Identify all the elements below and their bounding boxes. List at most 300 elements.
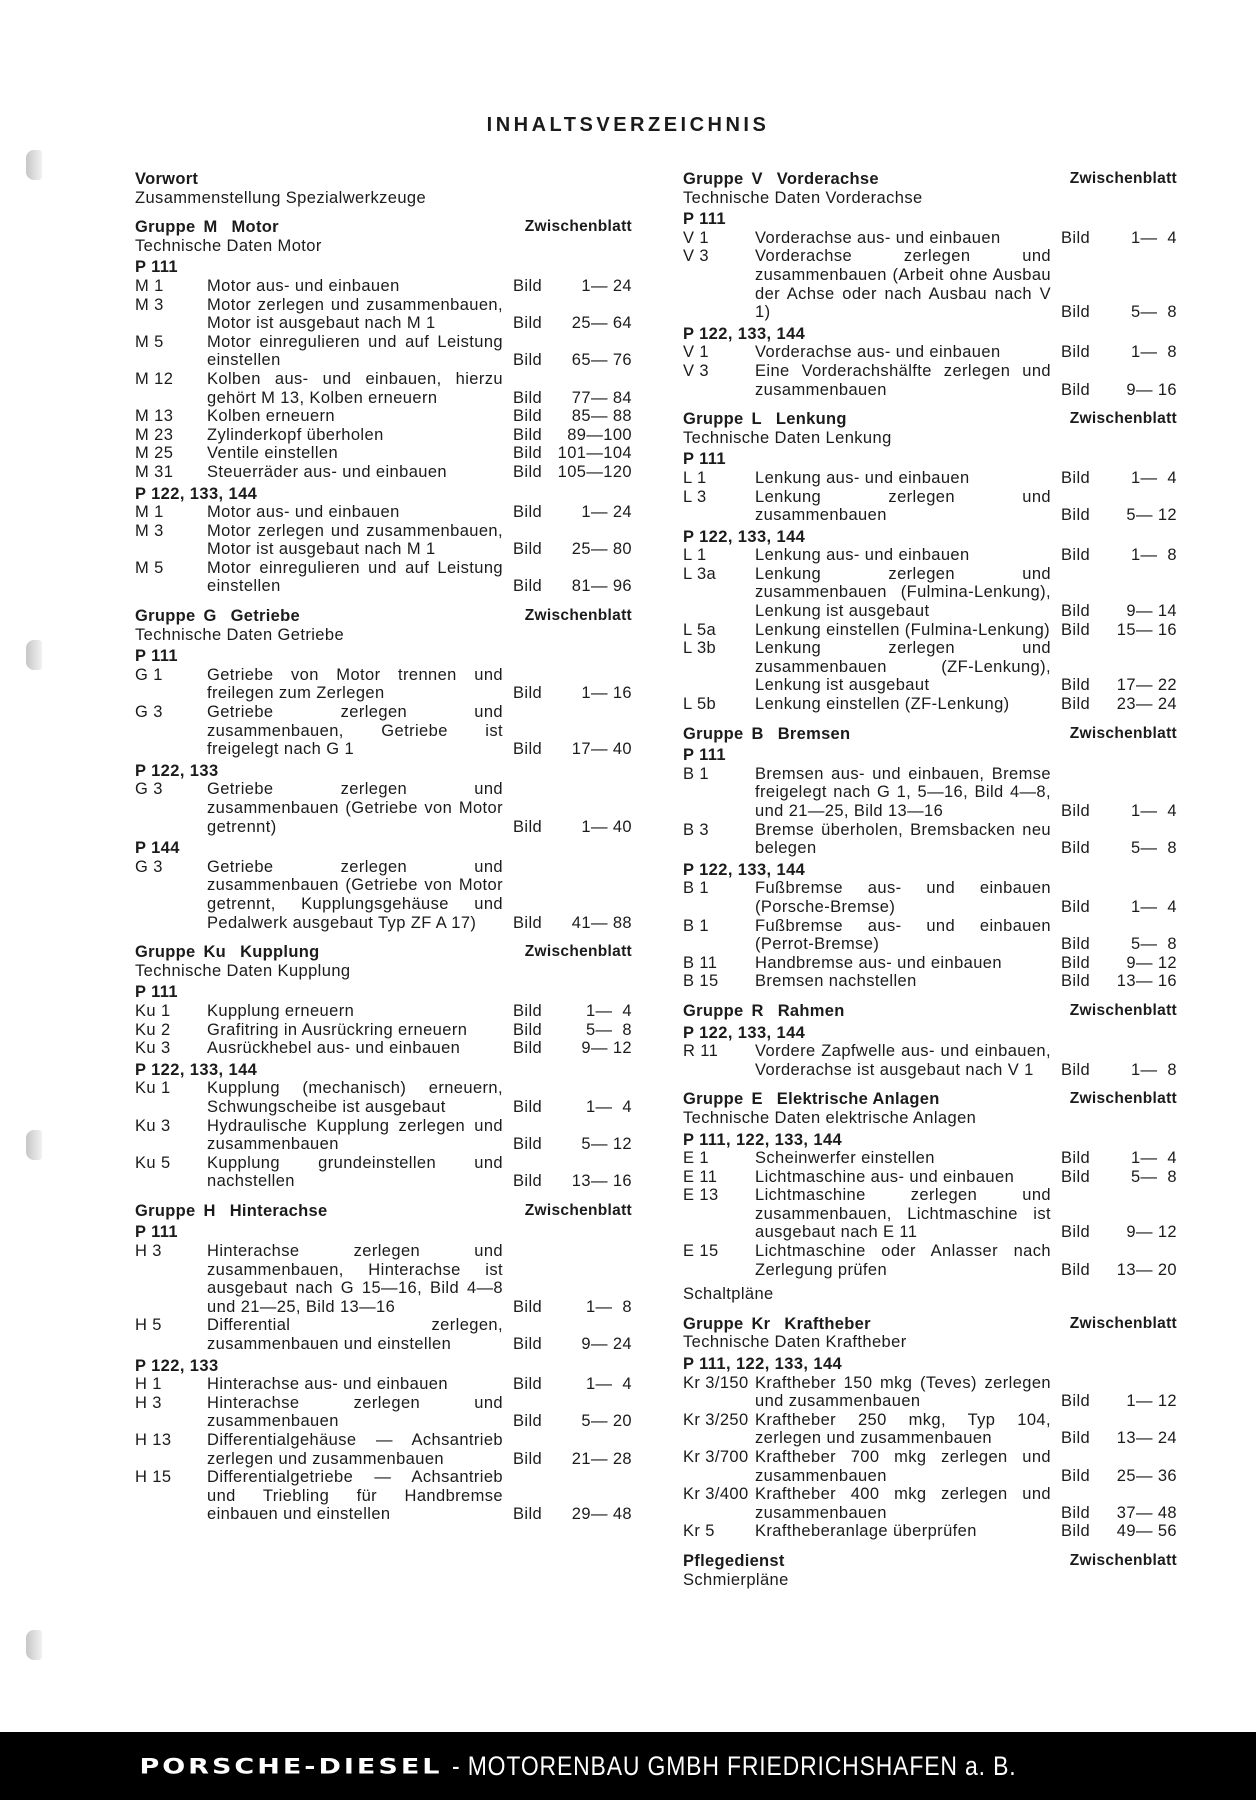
entry-title: Kupplung grundeinstellen und nachstellen: [207, 1153, 503, 1191]
bild-label: Bild: [1061, 506, 1091, 525]
bild-label: Bild: [513, 740, 543, 759]
toc-entry: [135, 370, 632, 407]
section-heading: [683, 410, 1177, 429]
figure-range: 1— 12: [1121, 1392, 1177, 1411]
toc-entry: [135, 1079, 632, 1116]
toc-section: [683, 1552, 1177, 1589]
bild-label: Bild: [513, 1505, 543, 1524]
entry-code: Ku 5: [135, 1153, 171, 1172]
entry-code: Kr 3/250: [683, 1410, 749, 1429]
entry-title: Scheinwerfer einstellen: [755, 1149, 935, 1168]
model-heading: P 122, 133, 144: [683, 1023, 806, 1042]
toc-entry: [683, 1042, 1177, 1079]
bild-label: Bild: [1061, 1223, 1091, 1242]
zwischenblatt-label: Zwischenblatt: [1069, 1314, 1177, 1332]
model-heading: P 122, 133, 144: [135, 1060, 258, 1079]
entry-title: Motor aus- und einbauen: [207, 276, 400, 295]
toc-entry: [683, 917, 1177, 954]
bild-label: Bild: [1061, 1503, 1091, 1522]
figure-range: 9— 14: [1121, 602, 1177, 621]
entry-title: Fußbremse aus- und einbauen (Porsche-Bremse): [755, 879, 1051, 916]
section-heading: [683, 1315, 1177, 1334]
entry-code: M 1: [135, 503, 164, 522]
bild-label: Bild: [1061, 468, 1091, 487]
section-title: [683, 1315, 871, 1334]
toc-entry: [135, 666, 632, 703]
entry-code: L 3a: [683, 564, 717, 583]
bild-label: Bild: [513, 913, 543, 932]
toc-entry: [683, 695, 1177, 714]
technical-data-line: Technische Daten Motor: [135, 236, 322, 255]
entry-title: Bremse überholen, Bremsbacken neu belegen: [755, 820, 1051, 858]
toc-entry: [135, 522, 632, 559]
toc-entry: [683, 565, 1177, 621]
entry-code: M 13: [135, 407, 174, 426]
toc-entry: [135, 780, 632, 836]
group-prefix: Gruppe: [683, 724, 744, 743]
zwischenblatt-label: Zwischenblatt: [1069, 1551, 1177, 1569]
zwischenblatt-label: Zwischenblatt: [524, 218, 632, 236]
zwischenblatt-label: Zwischenblatt: [524, 1201, 632, 1219]
section-title: [135, 607, 300, 626]
plain-line: Zusammenstellung Spezialwerkzeuge: [135, 188, 427, 207]
entry-title: Lenkung zerlegen und zusammenbauen: [755, 487, 1051, 525]
entry-code: R 11: [683, 1042, 719, 1061]
entry-title: Eine Vorderachshälfte zerlegen und zusammenbauen: [755, 361, 1051, 399]
entry-code: Ku 2: [135, 1020, 171, 1039]
bild-label: Bild: [513, 1001, 543, 1020]
entry-title: Ventile einstellen: [207, 444, 339, 463]
toc-entry: [683, 1186, 1177, 1242]
group-code: L: [751, 410, 762, 429]
entry-title: Bremsen nachstellen: [755, 972, 917, 991]
entry-title: Differential zerlegen, zusammenbauen und einstellen: [207, 1316, 503, 1354]
entry-code: M 3: [135, 295, 164, 314]
figure-range: 101—104: [557, 444, 632, 463]
toc-section: [683, 1315, 1177, 1541]
entry-code: L 5a: [683, 620, 717, 639]
entry-code: M 3: [135, 521, 164, 540]
bild-label: Bild: [1061, 695, 1091, 714]
toc-entry: [135, 333, 632, 370]
bild-label: Bild: [513, 1449, 543, 1468]
entry-title: Bremsen aus- und einbauen, Bremse freigelegt nach G 1, 5—16, Bild 4—8, und 21—25, Bild 13—16: [755, 764, 1051, 820]
technical-data-line: Technische Daten Vorderachse: [683, 188, 923, 207]
zwischenblatt-label: Zwischenblatt: [524, 607, 632, 625]
model-heading: P 122, 133, 144: [135, 484, 258, 503]
figure-range: 5— 12: [1121, 506, 1177, 525]
entry-title: Steuerräder aus- und einbauen: [207, 462, 448, 481]
company-logo: PORSCHE-DIESEL: [139, 1753, 443, 1779]
entry-code: E 15: [683, 1242, 719, 1261]
figure-range: 65— 76: [571, 351, 632, 370]
toc-entry: [135, 1021, 632, 1040]
toc-entry: [683, 765, 1177, 821]
entry-title: Kraftheber 150 mkg (Teves) zerlegen und zusammenbauen: [755, 1373, 1051, 1411]
entry-title: Handbremse aus- und einbauen: [755, 953, 1002, 972]
model-heading: P 122, 133, 144: [683, 324, 806, 343]
bild-label: Bild: [1061, 343, 1091, 362]
entry-code: H 3: [135, 1242, 162, 1261]
toc-entry: [135, 277, 632, 296]
toc-entry: [683, 343, 1177, 362]
group-code: H: [203, 1201, 216, 1220]
figure-range: 89—100: [567, 425, 632, 444]
toc-entry: [135, 444, 632, 463]
toc-section: [135, 607, 632, 932]
toc-section: [683, 1002, 1177, 1079]
group-name: Rahmen: [777, 1001, 845, 1020]
bild-label: Bild: [513, 1097, 543, 1116]
entry-title: Kupplung (mechanisch) erneuern, Schwungscheibe ist ausgebaut: [207, 1079, 503, 1116]
figure-range: 25— 80: [571, 540, 632, 559]
bild-label: Bild: [513, 276, 543, 295]
entry-code: Ku 1: [135, 1079, 171, 1098]
model-heading: P 111: [683, 210, 727, 229]
figure-range: 1— 4: [580, 1097, 632, 1116]
entry-title: Hinterachse zerlegen und zusammenbauen: [207, 1393, 503, 1431]
toc-section: [683, 725, 1177, 991]
group-code: R: [751, 1001, 764, 1020]
group-code: M: [203, 218, 218, 237]
bild-label: Bild: [1061, 1167, 1091, 1186]
bild-label: Bild: [1061, 620, 1091, 639]
bild-label: Bild: [1061, 1522, 1091, 1541]
entry-title: Lenkung einstellen (Fulmina-Lenkung): [755, 620, 1051, 639]
figure-range: 37— 48: [1116, 1503, 1177, 1522]
figure-range: 13— 16: [571, 1172, 632, 1191]
figure-range: 49— 56: [1116, 1522, 1177, 1541]
model-heading: P 111: [683, 450, 727, 469]
entry-title: Kolben aus- und einbauen, hierzu gehört M 13, Kolben erneuern: [207, 369, 503, 407]
figure-range: 1— 8: [1125, 546, 1177, 565]
entry-code: Ku 1: [135, 1001, 171, 1020]
figure-range: 5— 8: [580, 1020, 632, 1039]
entry-code: B 1: [683, 879, 709, 898]
figure-range: 9— 12: [1121, 1223, 1177, 1242]
entry-code: V 3: [683, 247, 709, 266]
bild-label: Bild: [1061, 972, 1091, 991]
entry-title: Grafitring in Ausrückring erneuern: [207, 1020, 468, 1039]
toc-entry: [135, 1002, 632, 1021]
figure-range: 15— 16: [1116, 620, 1177, 639]
figure-range: 1— 8: [1125, 343, 1177, 362]
entry-code: M 25: [135, 444, 174, 463]
entry-title: Differentialgehäuse — Achsantrieb zerlegen und zusammenbauen: [207, 1431, 503, 1468]
entry-title: Motor aus- und einbauen: [207, 503, 400, 522]
figure-range: 9— 12: [1121, 953, 1177, 972]
section-title: [135, 943, 319, 962]
figure-range: 17— 40: [571, 740, 632, 759]
section-title: [135, 170, 198, 189]
technical-data-line: Technische Daten Lenkung: [683, 428, 892, 447]
entry-title: Lenkung aus- und einbauen: [755, 546, 970, 565]
entry-title: Hydraulische Kupplung zerlegen und zusammenbauen: [207, 1116, 503, 1154]
toc-entry: [683, 1168, 1177, 1187]
zwischenblatt-label: Zwischenblatt: [1069, 724, 1177, 742]
bild-label: Bild: [513, 1335, 543, 1354]
group-prefix: Gruppe: [683, 410, 744, 429]
figure-range: 9— 16: [1121, 380, 1177, 399]
entry-code: H 15: [135, 1468, 172, 1487]
figure-range: 5— 8: [1125, 935, 1177, 954]
entry-code: M 5: [135, 332, 164, 351]
bild-label: Bild: [1061, 1060, 1091, 1079]
entry-title: Kraftheberanlage überprüfen: [755, 1522, 977, 1541]
entry-title: Kraftheber 400 mkg zerlegen und zusammenbauen: [755, 1485, 1051, 1522]
figure-range: 9— 12: [576, 1039, 632, 1058]
toc-entry: [683, 1411, 1177, 1448]
figure-range: 5— 20: [576, 1412, 632, 1431]
bild-label: Bild: [513, 1412, 543, 1431]
section-heading: [135, 170, 632, 189]
bild-label: Bild: [513, 577, 543, 596]
toc-entry: [683, 879, 1177, 916]
figure-range: 85— 88: [571, 407, 632, 426]
toc-entry: [683, 1485, 1177, 1522]
entry-code: Ku 3: [135, 1039, 171, 1058]
entry-code: B 11: [683, 953, 718, 972]
group-name: Bremsen: [777, 724, 851, 743]
toc-entry: [135, 1468, 632, 1524]
figure-range: 1— 4: [1125, 228, 1177, 247]
entry-title: Lenkung zerlegen und zusammenbauen (Fulmina-Lenkung), Lenkung ist ausgebaut: [755, 564, 1051, 621]
entry-code: M 31: [135, 462, 174, 481]
company-name: - MOTORENBAU GMBH FRIEDRICHSHAFEN a. B.: [452, 1750, 1017, 1781]
entry-code: V 1: [683, 228, 709, 247]
bild-label: Bild: [1061, 380, 1091, 399]
toc-entry: [135, 426, 632, 445]
section-title: [135, 218, 279, 237]
figure-range: 1— 4: [1125, 802, 1177, 820]
bild-label: Bild: [1061, 303, 1091, 322]
toc-entry: [683, 621, 1177, 640]
section-heading: [135, 607, 632, 626]
entry-code: E 11: [683, 1167, 718, 1186]
entry-code: B 1: [683, 764, 709, 783]
entry-code: L 5b: [683, 695, 717, 714]
zwischenblatt-label: Zwischenblatt: [1069, 170, 1177, 187]
group-name: Vorderachse: [776, 170, 879, 188]
section-heading: [135, 218, 632, 237]
entry-code: V 3: [683, 361, 709, 380]
figure-range: 17— 22: [1116, 676, 1177, 695]
entry-title: Lichtmaschine zerlegen und zusammenbauen, Lichtmaschine ist ausgebaut nach E 11: [755, 1186, 1051, 1242]
figure-range: 1— 4: [1125, 897, 1177, 916]
toc-entry: [135, 1375, 632, 1394]
entry-code: L 1: [683, 546, 707, 565]
group-name: Getriebe: [230, 607, 300, 626]
toc-section: [135, 170, 632, 207]
section-title: [683, 1552, 785, 1571]
zwischenblatt-label: Zwischenblatt: [524, 943, 632, 961]
entry-title: Lichtmaschine oder Anlasser nach Zerlegung prüfen: [755, 1242, 1051, 1279]
toc-column-right: [683, 170, 1177, 1600]
entry-title: Motor einregulieren und auf Leistung einstellen: [207, 332, 503, 370]
punch-hole-mark: [26, 640, 42, 670]
model-heading: P 144: [135, 839, 180, 858]
toc-entry: [135, 1117, 632, 1154]
model-heading: P 111, 122, 133, 144: [683, 1355, 843, 1374]
bild-label: Bild: [1061, 1260, 1091, 1279]
figure-range: 1— 4: [1125, 1149, 1177, 1168]
bild-label: Bild: [513, 1135, 543, 1154]
figure-range: 41— 88: [571, 913, 632, 932]
entry-title: Kraftheber 250 mkg, Typ 104, zerlegen und zusammenbauen: [755, 1410, 1051, 1448]
toc-section: [683, 410, 1177, 714]
toc-entry: [683, 469, 1177, 488]
figure-range: 5— 8: [1125, 303, 1177, 322]
entry-title: Ausrückhebel aus- und einbauen: [207, 1039, 461, 1058]
toc-entry: [683, 954, 1177, 973]
toc-entry: [683, 546, 1177, 565]
toc-entry: [135, 1242, 632, 1316]
figure-range: 1— 24: [576, 503, 632, 522]
group-prefix: Gruppe: [135, 218, 196, 237]
model-heading: P 111: [135, 647, 179, 666]
figure-range: 13— 20: [1116, 1260, 1177, 1279]
toc-section: [135, 1202, 632, 1524]
bild-label: Bild: [513, 1020, 543, 1039]
figure-range: 1— 8: [580, 1297, 632, 1316]
figure-range: 29— 48: [571, 1505, 632, 1524]
section-heading: [135, 1202, 632, 1221]
toc-entry: [135, 296, 632, 333]
entry-code: G 3: [135, 857, 163, 876]
model-heading: P 111: [135, 258, 179, 277]
entry-code: Kr 5: [683, 1522, 715, 1541]
entry-title: Lenkung zerlegen und zusammenbauen (ZF-Lenkung), Lenkung ist ausgebaut: [755, 639, 1051, 695]
entry-title: Getriebe zerlegen und zusammenbauen (Getriebe von Motor getrennt, Kupplungsgehäuse und Pedalwerk ausgebaut Typ ZF A 17): [207, 857, 503, 932]
figure-range: 13— 16: [1116, 972, 1177, 991]
section-title-text: Vorwort: [135, 170, 199, 188]
figure-range: 1— 24: [576, 276, 632, 295]
entry-code: G 1: [135, 665, 163, 684]
model-heading: P 122, 133: [135, 1356, 219, 1375]
bild-label: Bild: [513, 444, 543, 463]
entry-title: Motor zerlegen und zusammenbauen, Motor ist ausgebaut nach M 1: [207, 521, 503, 559]
figure-range: 77— 84: [571, 388, 632, 407]
entry-title: Vorderachse zerlegen und zusammenbauen (Arbeit ohne Ausbau der Achse oder nach Ausbau nach V 1): [755, 247, 1051, 322]
entry-title: Getriebe von Motor trennen und freilegen zum Zerlegen: [207, 665, 503, 703]
zwischenblatt-label: Zwischenblatt: [1069, 410, 1177, 428]
toc-entry: [683, 362, 1177, 399]
section-heading: [683, 1552, 1177, 1571]
figure-range: 1— 40: [576, 817, 632, 836]
entry-code: M 5: [135, 558, 164, 577]
toc-entry: [135, 1394, 632, 1431]
section-title: [683, 1002, 845, 1021]
figure-range: 5— 8: [1125, 839, 1177, 858]
bild-label: Bild: [513, 1172, 543, 1191]
group-name: Lenkung: [775, 410, 847, 429]
bild-label: Bild: [1061, 1149, 1091, 1168]
bild-label: Bild: [513, 540, 543, 559]
figure-range: 1— 4: [580, 1001, 632, 1020]
group-code: Ku: [203, 943, 227, 962]
entry-code: G 3: [135, 703, 163, 722]
toc-entry: [683, 1149, 1177, 1168]
entry-title: Vorderachse aus- und einbauen: [755, 228, 1001, 247]
entry-title: Getriebe zerlegen und zusammenbauen (Getriebe von Motor getrennt): [207, 780, 503, 836]
toc-section: [135, 218, 632, 596]
entry-title: Kupplung erneuern: [207, 1001, 355, 1020]
figure-range: 1— 4: [1125, 468, 1177, 487]
section-heading: [683, 725, 1177, 744]
group-code: B: [751, 724, 764, 743]
toc-section: [135, 943, 632, 1191]
bild-label: Bild: [1061, 897, 1091, 916]
entry-title: Lichtmaschine aus- und einbauen: [755, 1167, 1015, 1186]
zwischenblatt-label: Zwischenblatt: [1069, 1090, 1177, 1108]
group-prefix: Gruppe: [683, 170, 744, 188]
bild-label: Bild: [513, 1375, 543, 1394]
bild-label: Bild: [1061, 602, 1091, 621]
figure-range: 21— 28: [571, 1449, 632, 1468]
group-prefix: Gruppe: [135, 943, 196, 962]
group-prefix: Gruppe: [135, 607, 196, 626]
figure-range: 25— 64: [571, 314, 632, 333]
toc-entry: [135, 1039, 632, 1058]
figure-range: 1— 8: [1125, 1060, 1177, 1079]
toc-entry: [135, 858, 632, 932]
entry-title: Vorderachse aus- und einbauen: [755, 343, 1001, 362]
figure-range: 1— 16: [576, 684, 632, 703]
bild-label: Bild: [513, 462, 543, 481]
toc-entry: [135, 1431, 632, 1468]
technical-data-line: Technische Daten Kupplung: [135, 961, 351, 980]
bild-label: Bild: [513, 817, 543, 836]
entry-code: L 3b: [683, 639, 717, 658]
section-title: [135, 1202, 327, 1221]
model-heading: P 111: [683, 746, 727, 765]
entry-code: Kr 3/150: [683, 1373, 749, 1392]
section-title: [683, 725, 850, 744]
toc-section: [683, 1090, 1177, 1304]
entry-code: H 3: [135, 1393, 162, 1412]
punch-hole-mark: [26, 1130, 42, 1160]
entry-code: V 1: [683, 343, 709, 362]
figure-range: 81— 96: [571, 577, 632, 596]
section-title-text: Pflegedienst: [683, 1551, 785, 1570]
entry-code: G 3: [135, 780, 163, 799]
bild-label: Bild: [1061, 935, 1091, 954]
toc-entry: [135, 559, 632, 596]
entry-title: Vordere Zapfwelle aus- und einbauen, Vorderachse ist ausgebaut nach V 1: [755, 1042, 1051, 1079]
group-prefix: Gruppe: [135, 1201, 196, 1220]
toc-entry: [683, 247, 1177, 321]
section-heading: [683, 170, 1177, 189]
entry-title: Getriebe zerlegen und zusammenbauen, Getriebe ist freigelegt nach G 1: [207, 703, 503, 759]
section-heading: [135, 943, 632, 962]
plain-line: Schaltpläne: [683, 1285, 774, 1304]
entry-code: B 3: [683, 820, 709, 839]
entry-code: B 1: [683, 916, 709, 935]
model-heading: P 111: [135, 1223, 179, 1242]
model-heading: P 122, 133, 144: [683, 860, 806, 879]
entry-code: B 15: [683, 972, 719, 991]
toc-entry: [135, 703, 632, 759]
group-prefix: Gruppe: [683, 1314, 744, 1333]
entry-title: Hinterachse aus- und einbauen: [207, 1375, 448, 1394]
bild-label: Bild: [513, 1297, 543, 1316]
bild-label: Bild: [1061, 953, 1091, 972]
section-title: [683, 170, 879, 189]
figure-range: 13— 24: [1116, 1429, 1177, 1448]
entry-code: L 3: [683, 487, 707, 506]
toc-entry: [683, 1242, 1177, 1279]
group-code: E: [751, 1090, 763, 1109]
